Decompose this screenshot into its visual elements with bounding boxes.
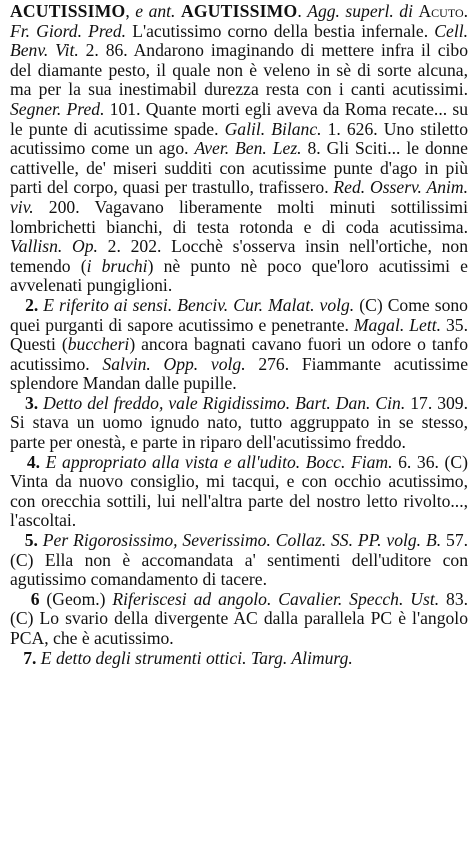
sense-definition: E riferito ai sensi. [38, 294, 178, 315]
citation-source: Cavalier. Specch. Ust. [278, 588, 440, 609]
sense-number: 5. [24, 530, 38, 551]
citation-source: Bocc. Fiam. [305, 451, 393, 472]
citation-source: Aver. Ben. Lez. [194, 138, 302, 159]
citation-text: 101. Quante morti egli aveva da Roma recate... su le punte di acutissime spade. [10, 98, 468, 139]
punct: . [297, 1, 308, 21]
sense-definition: E detto degli strumenti ottici. [36, 647, 251, 668]
sense-6-paragraph [10, 590, 468, 649]
sense-number: 3. [24, 392, 39, 413]
sense-number: 4. [26, 451, 41, 472]
citation-text: 6. 36. (C) Vinta da nuovo consiglio, mi tacqui, e con occhio acutissimo, con orecchia sottili, lui nell'altra parte del nostro letto rivolto..., l'ascoltai. [10, 451, 468, 531]
citation-text: 57. (C) Ella non è accomandata a' sentimenti dell'uditore con agutissimo comandamento di tacere. [10, 530, 469, 590]
sense-5-paragraph [10, 531, 468, 590]
headword: ACUTISSIMO [10, 1, 126, 21]
citation-text: 276. Fiammante acutissime splendore Mandan dalle pupille. [10, 353, 468, 394]
citation-source: Segner. Pred. [10, 98, 105, 119]
headword-variant: AGUTISSIMO [180, 1, 298, 21]
sense-definition: Riferiscesi ad angolo. [112, 588, 279, 609]
sense-number: 6 [30, 588, 40, 609]
citation-source: Red. Osserv. Anim. viv. [10, 177, 468, 217]
entry-headword-paragraph [10, 2, 468, 296]
sense-2-paragraph [10, 296, 468, 394]
citation-text: ) ancora bagnati cavano fuori un odore o tanfo acutissimo. [10, 334, 468, 374]
citation-text: 17. 309. Si stava un uomo ignudo nato, tutto aggruppato in se stesso, parte per onestà, e parte in riparo dell'acutissimo freddo. [10, 392, 468, 453]
citation-text: 2. 202. Locchè s'osserva insin nell'ortiche, non temendo ( [10, 236, 468, 276]
citation-text: 8. Gli Sciti... le donne cattivelle, de' miseri sudditi con acutissime punte d'ago in più parti del corpo, quasi per trastullo, trafissero. [10, 138, 468, 198]
sense-3-paragraph [10, 394, 468, 453]
citation-source: Magal. Lett. [353, 314, 442, 335]
italic-gloss: buccheri [67, 334, 130, 355]
citation-text: 83. (C) Lo svario della divergente AC dalla parallela PC è l'angolo PCA, che è acutissimo. [10, 588, 469, 648]
dictionary-entry [10, 2, 468, 668]
punct: , [125, 1, 136, 21]
italic-gloss: i bruchi [86, 255, 148, 276]
citation-text: (C) Come sono quei purganti di sapore acutissimo e penetrante. [10, 294, 468, 335]
citation-source: Salvin. Opp. volg. [102, 353, 246, 374]
citation-text: 200. Vagavano liberamente molti minuti sottilissimi lombrichetti bianchi, di testa rotonda e di coda acutissima. [10, 196, 468, 237]
citation-source: Vallisn. Op. [10, 236, 98, 257]
base-word: Acuto [418, 1, 464, 21]
citation-text: L'acutissimo corno della bestia infernale. [126, 20, 435, 41]
citation-text: 2. 86. Andarono imaginando di mettere infra il cibo del diamante pesto, il quale non è veleno in sè di sorte alcuna, ma per la sua inestimabil durezza resta con i canti acutissimi. [10, 40, 468, 100]
grammar-label: Agg. superl. di [307, 1, 413, 21]
citation-source: Fr. Giord. Pred. [10, 20, 127, 41]
punct: . [463, 1, 469, 21]
citation-source: Targ. Alimurg. [250, 647, 353, 668]
sense-definition: Per Rigorosissimo, Severissimo. [37, 530, 276, 551]
sense-4-paragraph [10, 453, 468, 531]
citation-source: Bart. Dan. Cin. [295, 392, 406, 413]
citation-text: 1. 626. Uno stiletto acutissimo come un ago. [10, 118, 468, 159]
sense-definition: Detto del freddo, vale Rigidissimo. [38, 392, 296, 413]
citation-source: Benciv. Cur. Malat. volg. [177, 294, 355, 315]
citation-text: ) nè punto nè poco que'loro acutissimi e avvelenati pungiglioni. [10, 255, 468, 296]
citation-source: Collaz. SS. PP. volg. B. [275, 530, 442, 551]
sense-definition: E appropriato alla vista e all'udito. [40, 451, 306, 472]
domain-label: (Geom.) [39, 588, 113, 609]
sense-number: 2. [25, 294, 39, 315]
sense-7-paragraph [10, 649, 468, 669]
citation-source: Cell. Benv. Vit. [10, 20, 468, 61]
sense-number: 7. [23, 647, 37, 668]
citation-text: 35. Questi ( [10, 314, 469, 355]
citation-source: Galil. Bilanc. [224, 118, 322, 139]
variant-marker: e ant. [135, 1, 176, 21]
